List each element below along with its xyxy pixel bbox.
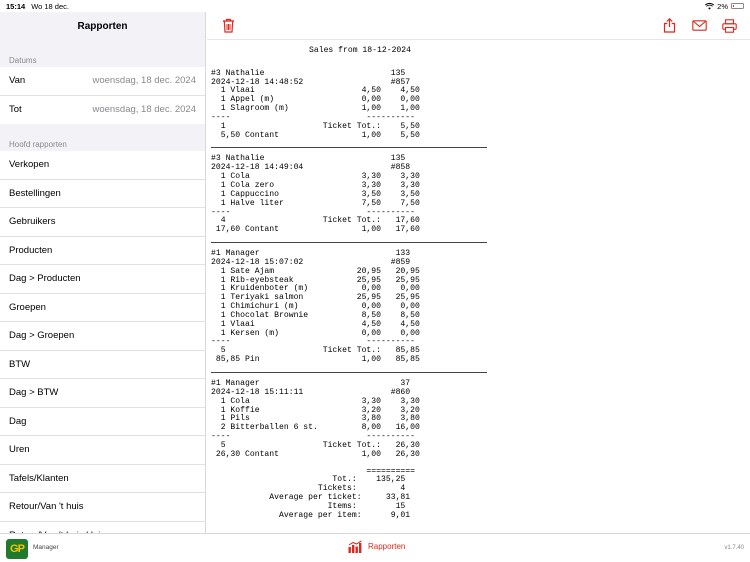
report-content[interactable]: [207, 32, 750, 533]
report-item-tafels-klanten[interactable]: Tafels/Klanten: [0, 465, 205, 494]
report-summary: ========== Tot.: 135,25 Tickets: 4 Average per ticket: 33,81 Items: 15 Average per item: 9,01: [269, 466, 415, 520]
date-from-label: Van: [9, 75, 26, 87]
tab-rapporten-label: Rapporten: [368, 542, 406, 551]
ticket-859: #1 Manager 133 2024-12-18 15:07:02 #859 1 Sate Ajam 20,95 20,95 1 Rib-eyebsteak 25,95 25,95 1 Kruidenboter (m) 0,00 0,00 1 Teriyaki salmon 25,95 25,95 1 Chimichuri (m) 0,00 0,00 1 Chocolat Brownie 8,50 8,50 1 Vlaai 4,50 4,50 1 Kersen (m) 0,00 0,00 ---- ---------- 5 Ticket Tot.: 85,85 85,85 Pin 1,00 85,85: [211, 249, 420, 365]
report-toolbar: [207, 12, 750, 40]
status-bar: [0, 0, 750, 12]
status-date: Wo 18 dec.: [31, 1, 69, 11]
ticket-divider: [211, 372, 487, 373]
status-time: 15:14: [6, 1, 26, 11]
report-item-btw[interactable]: BTW: [0, 351, 205, 380]
report-pane: [207, 12, 750, 533]
ticket-858: #3 Nathalie 135 2024-12-18 14:49:04 #858 1 Cola 3,30 3,30 1 Cola zero 3,30 3,30 1 Cappuccino 3,50 3,50 1 Halve liter 7,50 7,50 ---- ---------- 4 Ticket Tot.: 17,60 17,60 Contant 1,00 17,60: [211, 154, 420, 235]
report-item-dag[interactable]: Dag: [0, 408, 205, 437]
app-logo-text: GP: [10, 543, 24, 555]
app-version: v1.7.40: [724, 545, 744, 551]
report-item-dag-btw[interactable]: Dag > BTW: [0, 379, 205, 408]
date-to-value[interactable]: woensdag, 18 dec. 2024: [92, 104, 196, 116]
printer-icon[interactable]: [720, 17, 738, 35]
reports-list: [0, 151, 205, 550]
current-user: Manager: [33, 544, 59, 551]
report-item-dag-groepen[interactable]: Dag > Groepen: [0, 322, 205, 351]
dates-group: [0, 67, 205, 124]
wifi-icon: [705, 3, 714, 10]
sidebar: [0, 12, 206, 533]
sidebar-title: Rapporten: [77, 20, 128, 32]
app-logo[interactable]: [6, 539, 28, 559]
date-to-row[interactable]: [0, 96, 205, 125]
ticket-divider: [211, 242, 487, 243]
ticket-860: #1 Manager 37 2024-12-18 15:11:11 #860 1 Cola 3,30 3,30 1 Koffie 3,20 3,20 1 Pils 3,80 3,80 2 Bitterballen 6 st. 8,00 16,00 ---- ---------- 5 Ticket Tot.: 26,30 26,30 Contant 1,00 26,30: [211, 379, 420, 459]
report-item-producten[interactable]: Producten: [0, 237, 205, 266]
mail-icon[interactable]: [690, 17, 708, 35]
share-icon[interactable]: [660, 17, 678, 35]
battery-icon: [731, 3, 744, 9]
report-item-uren[interactable]: Uren: [0, 436, 205, 465]
report-item-groepen[interactable]: Groepen: [0, 294, 205, 323]
report-item-verkopen[interactable]: Verkopen: [0, 151, 205, 180]
date-from-value[interactable]: woensdag, 18 dec. 2024: [92, 75, 196, 87]
reports-section-header: Hoofd rapporten: [9, 140, 67, 149]
trash-icon[interactable]: [219, 17, 237, 35]
battery-percent: 2%: [717, 1, 728, 11]
date-to-label: Tot: [9, 104, 22, 116]
tab-bar: [0, 533, 750, 562]
report-heading: Sales from 18-12-2024: [309, 45, 411, 55]
tab-rapporten[interactable]: [348, 540, 405, 553]
report-item-gebruikers[interactable]: Gebruikers: [0, 208, 205, 237]
report-item-retour-van-t-huis[interactable]: Retour/Van 't huis: [0, 493, 205, 522]
status-right: [705, 2, 744, 11]
ticket-857: #3 Nathalie 135 2024-12-18 14:48:52 #857 1 Vlaai 4,50 4,50 1 Appel (m) 0,00 0,00 1 Slagroom (m) 1,00 1,00 ---- ---------- 1 Ticket Tot.: 5,50 5,50 Contant 1,00 5,50: [211, 68, 420, 140]
bar-chart-icon: [348, 540, 363, 553]
report-item-dag-producten[interactable]: Dag > Producten: [0, 265, 205, 294]
dates-section-header: Datums: [9, 56, 37, 65]
date-from-row[interactable]: [0, 67, 205, 96]
report-item-bestellingen[interactable]: Bestellingen: [0, 180, 205, 209]
ticket-divider: [211, 147, 487, 148]
